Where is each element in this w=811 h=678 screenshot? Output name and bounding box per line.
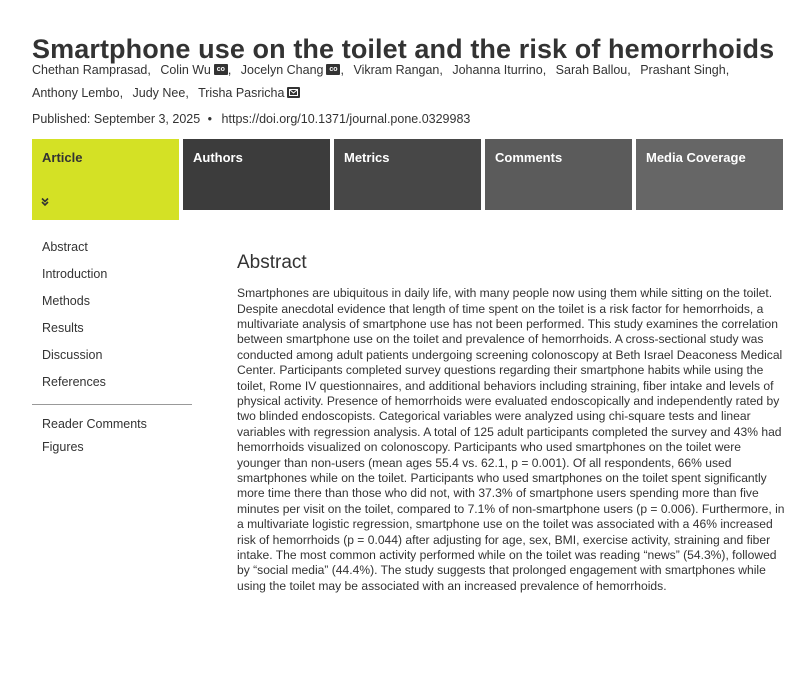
- tab-label: Article: [42, 150, 83, 165]
- author-link[interactable]: Colin Wu co ,: [160, 63, 232, 77]
- author-link[interactable]: Vikram Rangan,: [353, 63, 443, 77]
- co-contributor-icon: co: [326, 64, 340, 75]
- tab-comments[interactable]: [485, 139, 632, 210]
- tab-metrics[interactable]: [334, 139, 481, 210]
- sidenav-reader-comments[interactable]: Reader Comments: [42, 417, 147, 431]
- published-date: September 3, 2025: [93, 112, 201, 126]
- tab-article[interactable]: [32, 139, 179, 220]
- author-link[interactable]: Trisha Pasricha: [198, 86, 300, 100]
- article-title: Smartphone use on the toilet and the risk of hemorrhoids: [32, 34, 775, 65]
- author-link[interactable]: Johanna Iturrino,: [452, 63, 547, 77]
- tab-label: Authors: [193, 150, 243, 165]
- publication-info: [32, 112, 470, 126]
- sidenav-abstract[interactable]: Abstract: [42, 240, 88, 254]
- published-label: Published:: [32, 112, 91, 126]
- author-link[interactable]: Chethan Ramprasad,: [32, 63, 151, 77]
- sidenav-divider: [32, 404, 192, 405]
- tab-label: Comments: [495, 150, 563, 165]
- author-link[interactable]: Judy Nee,: [132, 86, 189, 100]
- tab-authors[interactable]: [183, 139, 330, 210]
- tab-label: Media Coverage: [646, 150, 746, 165]
- tab-label: Metrics: [344, 150, 390, 165]
- chevron-down-icon: [40, 196, 50, 210]
- co-contributor-icon: co: [214, 64, 228, 75]
- doi-link[interactable]: https://doi.org/10.1371/journal.pone.0329983: [221, 112, 471, 126]
- tab-media-coverage[interactable]: [636, 139, 783, 210]
- sidenav-introduction[interactable]: Introduction: [42, 267, 108, 281]
- author-link[interactable]: Jocelyn Chang co ,: [240, 63, 344, 77]
- sidenav-discussion[interactable]: Discussion: [42, 348, 103, 362]
- author-link[interactable]: Sarah Ballou,: [555, 63, 631, 77]
- article-tabs: [32, 139, 787, 220]
- abstract-body: Smartphones are ubiquitous in daily life, with many people now using them while sitting on the toilet. Despite anecdotal evidence that length of time spent on the toilet is a risk factor for hemorrhoids, a multivariate analysis of smartphone use has not been performed. This study examines the correlation between smartphone use on the toilet and prevalence of hemorrhoids. A cross-sectional study was conducted among adult patients undergoing screening colonoscopy at Beth Israel Deaconess Medical Center. Participants completed survey questions regarding their smartphone habits while using the toilet, Rome IV questionnaires, and additional behaviors including straining, fiber intake and levels of physical activity. Presence of hemorrhoids were evaluated endoscopically and independently rated by two blinded endoscopists. Categorical variables were analyzed using chi-square tests and linear variables with regression analysis. A total of 125 adult participants completed the survey and 43% had hemorrhoids visualized on colonoscopy. Participants who used smartphones on the toilet were younger than non-users (mean ages 55.4 vs. 62.1, p = 0.001). Of all respondents, 66% used smartphones while on the toilet. Participants who used smartphones on the toilet spent significantly more time there than those who did not, with 37.3% of smartphone users spending more than five minutes per visit on the toilet, compared to 7.1% of non-smartphone users (p = 0.006). Furthermore, in a multivariate logistic regression, smartphone use on the toilet was associated with a 46% increased risk of hemorrhoids (p = 0.044) after adjusting for age, sex, BMI, exercise activity, straining and fiber intake. The most common activity performed while on the toilet was reading “news” (54.3%), followed by “social media” (44.4%). The study suggests that prolonged engagement with smartphones while using the toilet may be associated with an increased prevalence of hemorrhoids.: [237, 286, 785, 593]
- sidenav-references[interactable]: References: [42, 375, 106, 389]
- separator-bullet: •: [207, 112, 213, 126]
- author-list: [32, 59, 792, 105]
- email-icon: [287, 87, 300, 98]
- sidenav-methods[interactable]: Methods: [42, 294, 90, 308]
- article-sidenav: [32, 234, 192, 459]
- abstract-heading: Abstract: [237, 251, 307, 273]
- author-link[interactable]: Prashant Singh,: [640, 63, 730, 77]
- author-link[interactable]: Anthony Lembo,: [32, 86, 124, 100]
- sidenav-results[interactable]: Results: [42, 321, 84, 335]
- sidenav-figures[interactable]: Figures: [42, 440, 84, 454]
